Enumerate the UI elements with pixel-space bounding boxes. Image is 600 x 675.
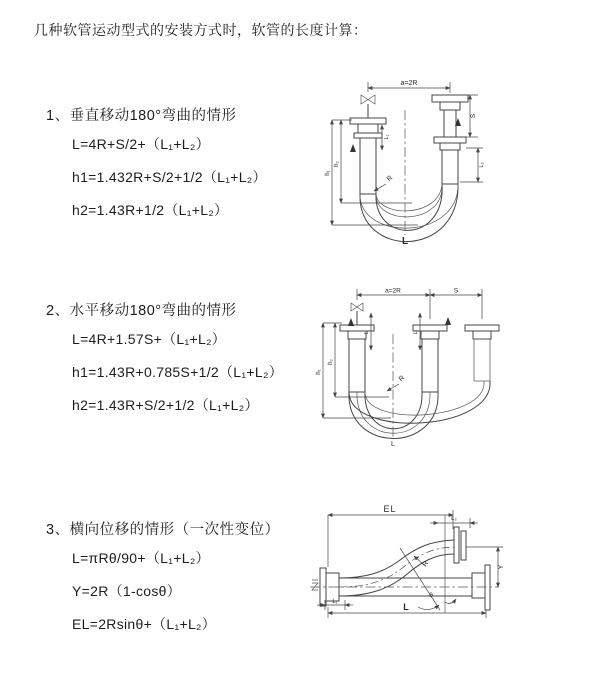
dim-label-r: R xyxy=(421,559,431,569)
section-heading: 1、垂直移动180°弯曲的情形 xyxy=(46,108,237,124)
radius-callout xyxy=(387,375,406,391)
dim-label-r: R xyxy=(397,374,407,384)
dimension-h1 xyxy=(316,323,391,418)
dim-label-l1: L₁ xyxy=(384,134,390,140)
valve-icon xyxy=(361,95,375,118)
braided-hose-section xyxy=(360,138,376,194)
break-mark-icon xyxy=(312,580,318,590)
dimension-s xyxy=(430,288,482,320)
dim-label-l2: L₂ xyxy=(451,516,457,522)
centerline xyxy=(310,580,499,590)
dim-label-a2r: a=2R xyxy=(385,287,401,295)
valve-icon xyxy=(351,303,363,325)
formula-y: Y=2R（1-cosθ） xyxy=(72,583,182,599)
dim-label-l2: L₂ xyxy=(413,329,419,335)
section-heading: 2、水平移动180°弯曲的情形 xyxy=(46,303,237,319)
formula-h1: h1=1.43R+0.785S+1/2（L₁+L₂） xyxy=(72,364,283,380)
dim-label-l1: L₁ xyxy=(332,599,338,605)
formula-h2: h2=1.43R+1/2（L₁+L₂） xyxy=(72,202,229,218)
dimension-h2 xyxy=(328,323,389,397)
right-pipe-fitting-moved xyxy=(465,325,499,381)
formula-length: L=4R+1.57S+（L₁+L₂） xyxy=(72,331,227,347)
upper-flange-fitting xyxy=(454,527,466,563)
diagram-vertical-180-bend xyxy=(306,74,524,249)
dimension-a2r xyxy=(368,80,450,93)
dimension-h2 xyxy=(334,120,412,203)
hose-u-arcs xyxy=(349,381,490,439)
dimension-l2 xyxy=(460,148,485,182)
braided-hose-section xyxy=(442,150,458,184)
angle-construction xyxy=(400,548,456,610)
diagram-lateral-displacement xyxy=(303,503,588,638)
dim-label-l1: L₁ xyxy=(364,329,370,335)
movement-arrow-icon xyxy=(445,317,451,325)
formula-h2: h2=1.43R+S/2+1/2（L₁+L₂） xyxy=(72,397,259,413)
braided-hose-section xyxy=(422,339,438,392)
formula-el: EL=2Rsinθ+（L₁+L₂） xyxy=(72,616,217,632)
section-lateral-displacement xyxy=(46,518,280,647)
dim-label-theta: θ xyxy=(429,592,433,599)
dim-label-s: S xyxy=(453,287,459,295)
hose-u-arcs xyxy=(360,184,458,242)
movement-arrow-icon xyxy=(348,318,354,326)
dim-label-l2: L₂ xyxy=(479,162,485,168)
dimension-a2r xyxy=(357,288,430,320)
dim-label-a2r: a=2R xyxy=(400,80,418,87)
dimension-l1 xyxy=(382,125,390,150)
diagram-horizontal-180-bend xyxy=(313,286,563,451)
page-title: 几种软管运动型式的安装方式时，软管的长度计算： xyxy=(34,22,368,38)
dim-label-l: L xyxy=(403,602,409,612)
section-heading: 3、横向位移的情形（一次性变位） xyxy=(46,522,280,538)
dimension-l2 xyxy=(413,313,420,350)
braided-hose-section xyxy=(349,339,365,392)
section-horizontal-movement xyxy=(46,299,283,428)
right-pipe-fitting xyxy=(432,95,468,184)
formula-length: L=πRθ/90+（L₁+L₂） xyxy=(72,550,210,566)
dimension-h1 xyxy=(325,120,418,225)
left-pipe-fitting xyxy=(350,118,386,194)
curved-hose xyxy=(339,540,454,596)
dimension-l1 xyxy=(317,599,353,610)
right-flange-fitting xyxy=(472,565,490,610)
dim-label-y: Y xyxy=(498,564,505,570)
dim-label-h2: h₂ xyxy=(328,359,334,365)
dim-label-r: R xyxy=(385,174,395,184)
dim-label-l: L xyxy=(401,236,409,247)
dim-label-h2: h₂ xyxy=(334,161,340,167)
dim-label-el: EL xyxy=(383,504,397,514)
dim-label-l: L xyxy=(391,441,395,448)
formula-length: L=4R+S/2+（L₁+L₂） xyxy=(72,136,210,152)
dim-label-s: S xyxy=(470,113,477,119)
section-vertical-movement xyxy=(46,104,267,233)
radius-callout xyxy=(374,175,394,191)
movement-arrow-icon xyxy=(350,144,356,152)
dim-label-h1: h₁ xyxy=(325,170,331,176)
dimension-l xyxy=(328,602,486,618)
dim-label-h1: h₁ xyxy=(316,369,322,375)
formula-h1: h1=1.432R+S/2+1/2（L₁+L₂） xyxy=(72,169,267,185)
dimension-l2 xyxy=(430,516,478,528)
